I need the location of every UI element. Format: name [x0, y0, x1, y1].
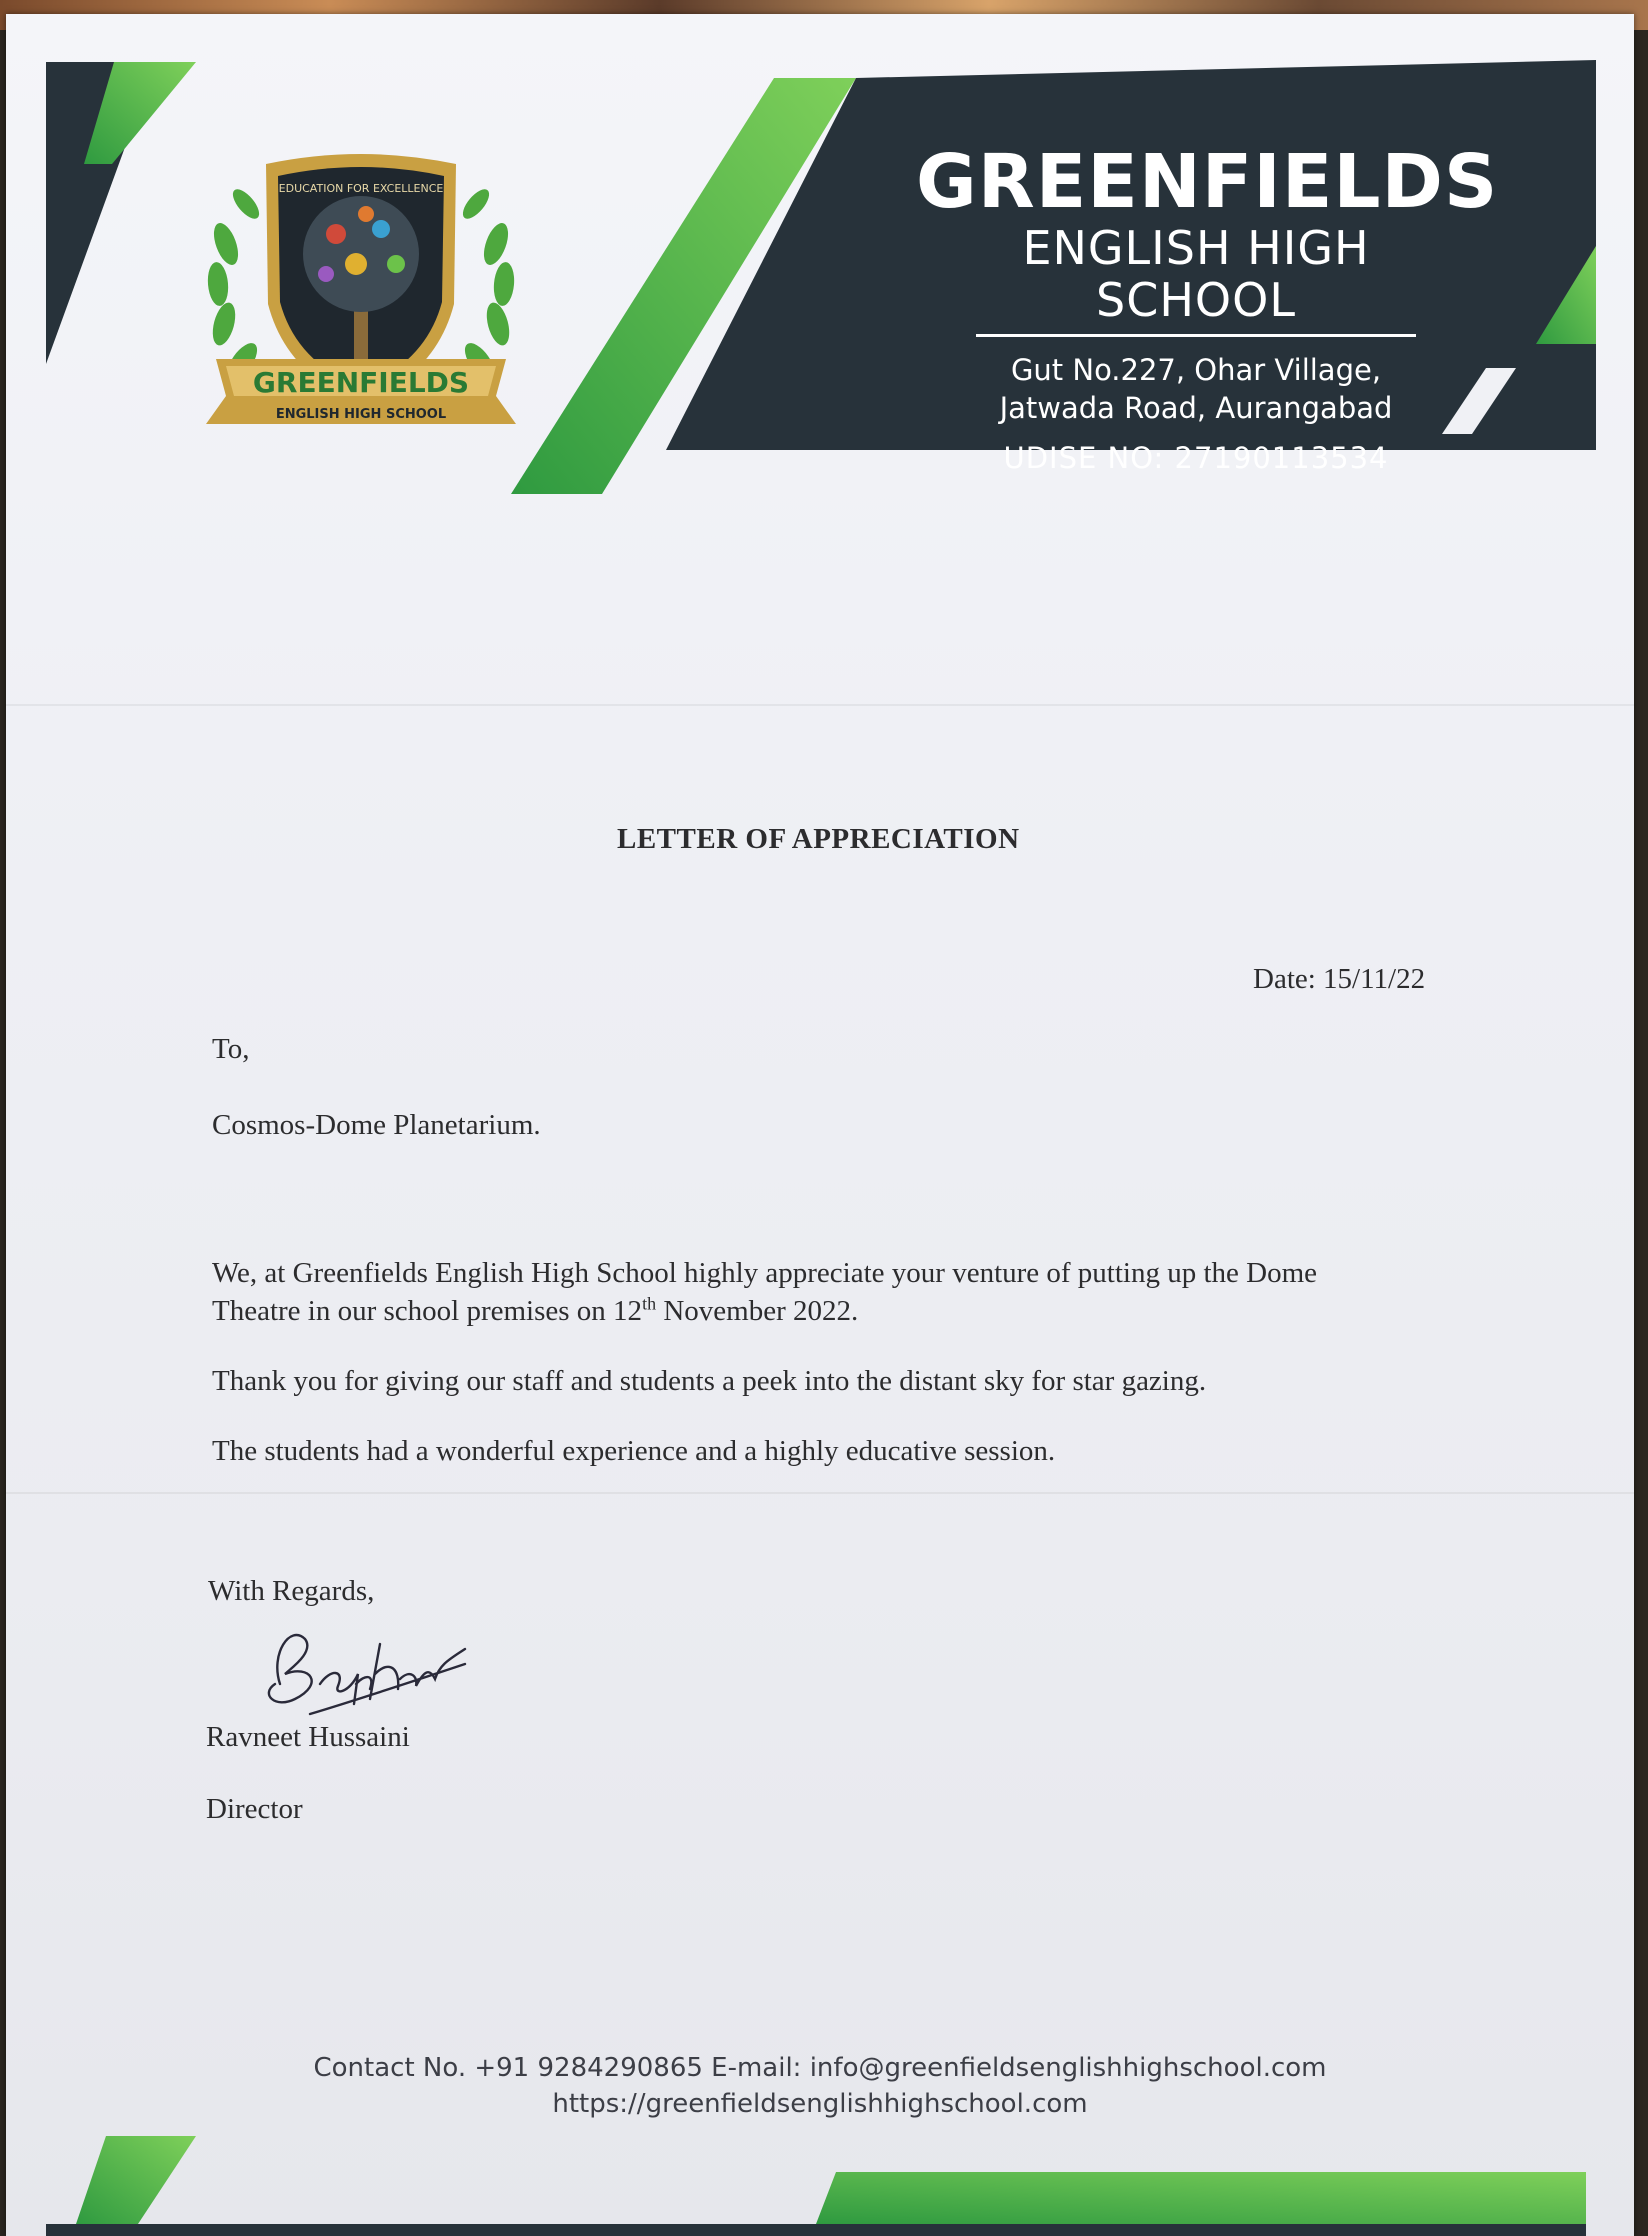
- school-name: GREENFIELDS: [916, 139, 1499, 225]
- paragraph-3: The students had a wonderful experience and a highly educative session.: [212, 1435, 1056, 1467]
- signatory-title: Director: [206, 1793, 303, 1825]
- udise-number: UDISE NO: 27190113534: [1003, 441, 1389, 475]
- crest-subname: ENGLISH HIGH SCHOOL: [275, 407, 447, 422]
- school-info: [916, 139, 1499, 477]
- letter-title: LETTER OF APPRECIATION: [617, 823, 1020, 855]
- paragraph-2: Thank you for giving our staff and students a peek into the distant sky for star gazing.: [212, 1365, 1207, 1397]
- school-crest-icon: [196, 134, 526, 454]
- crest-motto: EDUCATION FOR EXCELLENCE: [278, 182, 444, 195]
- website-link: https://greenfieldsenglishhighschool.com: [552, 2089, 1088, 2119]
- address-line-2: Jatwada Road, Aurangabad: [999, 391, 1393, 425]
- letterhead-page: [6, 14, 1634, 2236]
- address-line-1: Gut No.227, Ohar Village,: [1010, 353, 1382, 387]
- paragraph-1-text-end: November 2022.: [656, 1295, 859, 1327]
- paragraph-1-line-2: [212, 1292, 858, 1330]
- school-subtitle: ENGLISH HIGH SCHOOL: [1022, 221, 1370, 327]
- ordinal-suffix: th: [642, 1293, 657, 1314]
- paper-fold: [6, 704, 1634, 706]
- paragraph-1-line-1: We, at Greenfields English High School highly appreciate your venture of putting up the Dome: [212, 1257, 1318, 1289]
- contact-line: Contact No. +91 9284290865 E-mail: info@greenfieldsenglishhighschool.com: [313, 2053, 1327, 2083]
- footer-banner: [6, 2114, 1634, 2236]
- paper-fold: [6, 1492, 1634, 1494]
- crest-name: GREENFIELDS: [252, 366, 470, 399]
- salutation: To,: [212, 1033, 250, 1065]
- signatory-name: Ravneet Hussaini: [206, 1721, 410, 1753]
- paragraph-1-text: Theatre in our school premises on 12: [212, 1295, 643, 1327]
- signature-icon: [250, 1614, 470, 1724]
- closing: With Regards,: [208, 1575, 375, 1607]
- header-divider: [976, 334, 1416, 337]
- letter-date: Date: 15/11/22: [1253, 963, 1426, 995]
- recipient: Cosmos-Dome Planetarium.: [212, 1109, 541, 1141]
- footer-contact: [6, 2050, 1634, 2122]
